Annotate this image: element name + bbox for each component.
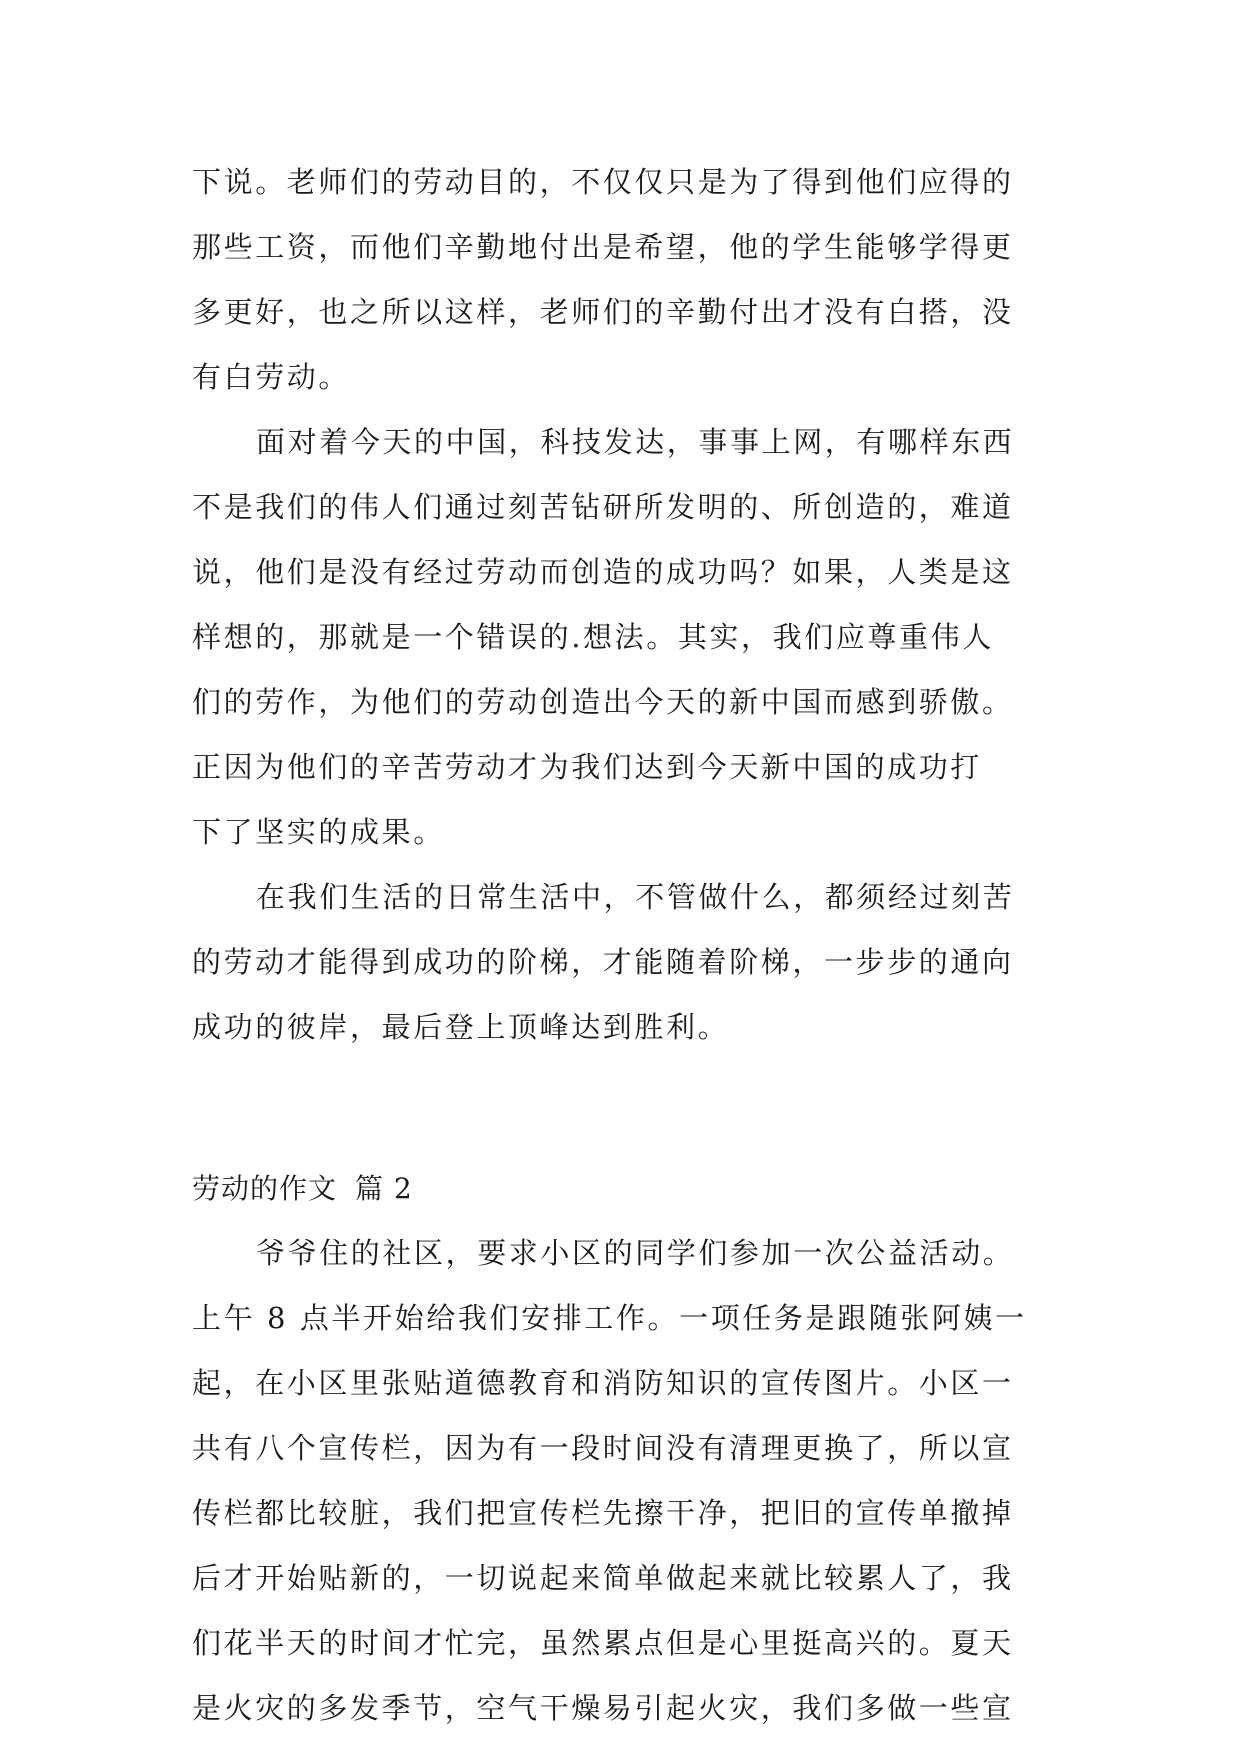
text-line: 那些工资，而他们辛勤地付出是希望，他的学生能够学得更: [192, 230, 1014, 264]
text-line: 有白劳动。: [192, 360, 351, 394]
essay-heading: [192, 1156, 1062, 1221]
paragraph: [192, 865, 1062, 1060]
paragraph: [192, 410, 1062, 865]
paragraph: [192, 1221, 1062, 1741]
text-line: 成功的彼岸，最后登上顶峰达到胜利。: [192, 1010, 730, 1044]
text-line: 在我们生活的日常生活中，不管做什么，都须经过刻苦: [256, 880, 1015, 914]
text-line: 下了坚实的成果。: [192, 815, 445, 849]
text-line: 的劳动才能得到成功的阶梯，才能随着阶梯，一步步的通向: [192, 945, 1014, 979]
text-line: 正因为他们的辛苦劳动才为我们达到今天新中国的成功打: [192, 750, 983, 784]
text-line: 下说。老师们的劳动目的，不仅仅只是为了得到他们应得的: [192, 165, 1014, 199]
text-line: 是火灾的多发季节，空气干燥易引起火灾，我们多做一些宣: [192, 1691, 1014, 1725]
paragraph: [192, 150, 1062, 410]
text-line: 不是我们的伟人们通过刻苦钻研所发明的、所创造的，难道: [192, 490, 1014, 524]
text-line: 样想的，那就是一个错误的.想法。其实，我们应尊重伟人: [192, 620, 994, 654]
text-line: 说，他们是没有经过劳动而创造的成功吗？如果，人类是这: [192, 555, 1014, 589]
text-line: 共有八个宣传栏，因为有一段时间没有清理更换了，所以宣: [192, 1431, 1014, 1465]
text-line: 面对着今天的中国，科技发达，事事上网，有哪样东西: [256, 425, 1015, 459]
text-line: 爷爷住的社区，要求小区的同学们参加一次公益活动。: [256, 1236, 1015, 1270]
text-line: 们的劳作，为他们的劳动创造出今天的新中国而感到骄傲。: [192, 685, 1014, 719]
text-line: 传栏都比较脏，我们把宣传栏先擦干净，把旧的宣传单撤掉: [192, 1496, 1014, 1530]
essay-title: 劳动的作文: [192, 1172, 338, 1205]
document-body: [192, 150, 1062, 1741]
text-line: 上午 8 点半开始给我们安排工作。一项任务是跟随张阿姨一: [192, 1301, 1027, 1335]
text-line: 起，在小区里张贴道德教育和消防知识的宣传图片。小区一: [192, 1366, 1014, 1400]
text-line: 后才开始贴新的，一切说起来简单做起来就比较累人了，我: [192, 1561, 1014, 1595]
text-line: 多更好，也之所以这样，老师们的辛勤付出才没有白搭，没: [192, 295, 1014, 329]
section-gap: [192, 1060, 1062, 1156]
text-line: 们花半天的时间才忙完，虽然累点但是心里挺高兴的。夏天: [192, 1626, 1014, 1660]
essay-number: 篇 2: [355, 1172, 413, 1205]
